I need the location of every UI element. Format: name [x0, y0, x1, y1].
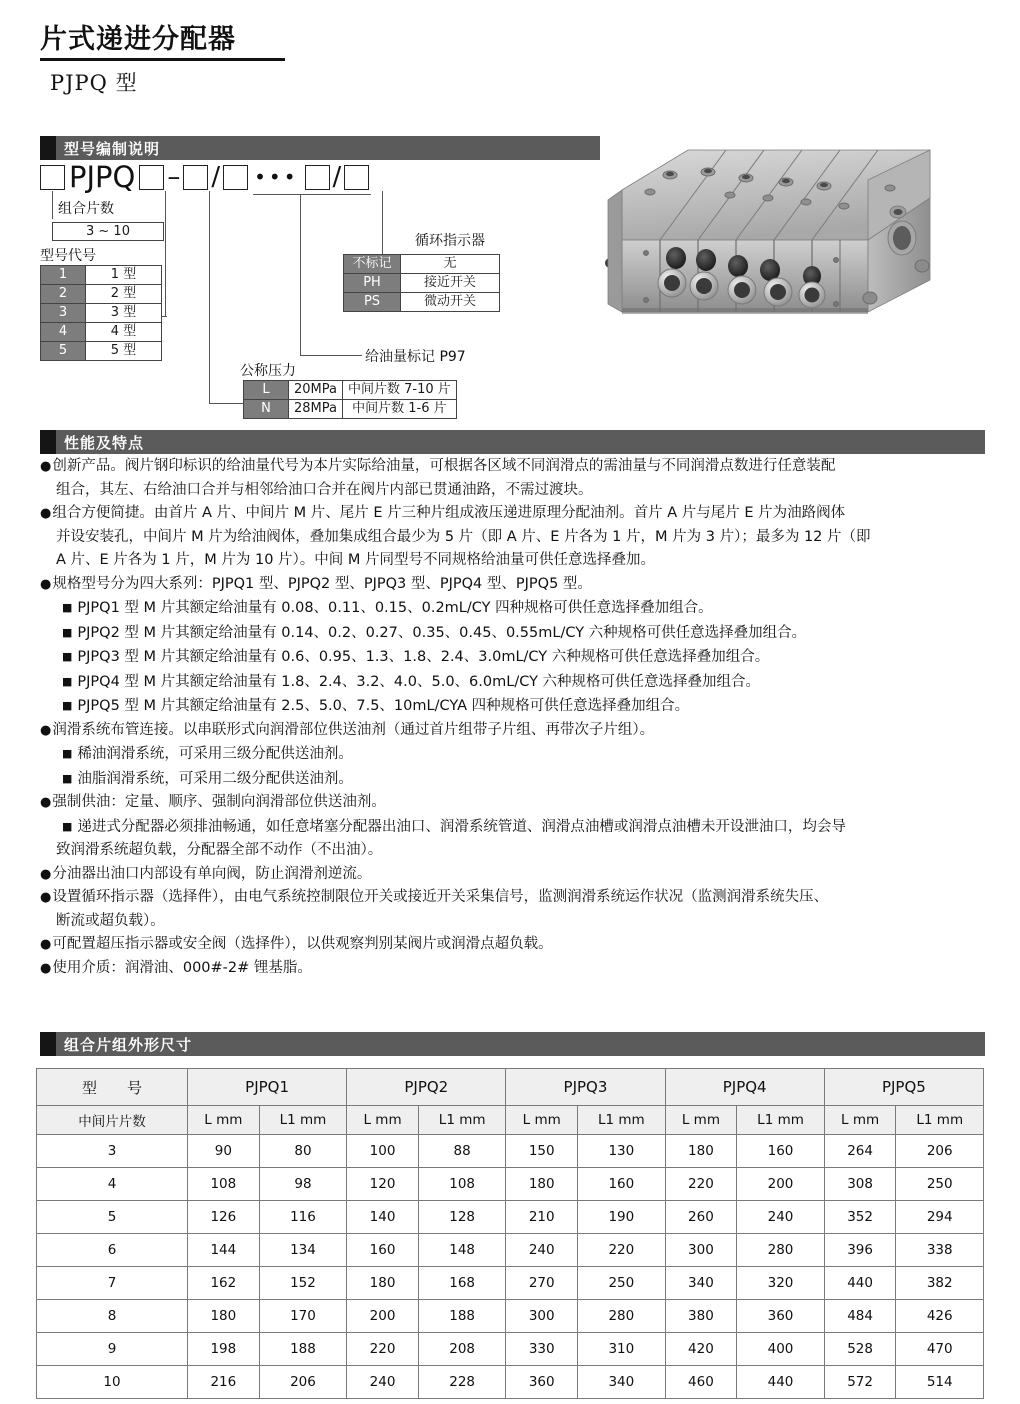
section-header-label: 性能及特点	[64, 433, 145, 452]
leader-oil-h	[300, 355, 362, 356]
header-model-pjpq5: PJPQ5	[824, 1069, 983, 1106]
cell-dimension: 338	[896, 1234, 984, 1267]
cell-dimension: 400	[737, 1333, 824, 1366]
cell-count: 4	[37, 1168, 188, 1201]
feature-text: 设置循环指示器（选择件），由电气系统控制限位开关或接近开关采集信号，监测润滑系统运作状况（监测润滑系统失压、	[52, 889, 829, 905]
cell-dimension: 280	[578, 1300, 665, 1333]
cell-dimension: 200	[737, 1168, 824, 1201]
feature-text: 致润滑系统超负载，分配器全部不动作（不出油）。	[56, 842, 383, 858]
cell-dimension: 294	[896, 1201, 984, 1234]
cycle-value: 微动开关	[401, 293, 500, 312]
code-slash-1: /	[211, 162, 221, 192]
feature-text: PJPQ2 型 M 片其额定给油量有 0.14、0.2、0.27、0.35、0.45、0.55mL/CY 六种规格可供任意选择叠加组合。	[77, 624, 807, 641]
cell-dimension: 340	[665, 1267, 737, 1300]
feature-text: 稀油润滑系统，可采用三级分配供送油剂。	[77, 746, 353, 762]
header-unit-l1: L1 mm	[737, 1106, 824, 1135]
table-model-code	[40, 265, 162, 361]
cell-dimension: 180	[347, 1267, 419, 1300]
table-row	[41, 266, 162, 285]
table-row	[41, 304, 162, 323]
cell-dimension: 120	[347, 1168, 419, 1201]
header-model-pjpq2: PJPQ2	[347, 1069, 506, 1106]
code-dash: –	[167, 162, 181, 192]
cell-count: 3	[37, 1135, 188, 1168]
cell-dimension: 572	[824, 1366, 896, 1399]
cell-dimension: 352	[824, 1201, 896, 1234]
round-bullet-icon: ●	[40, 960, 52, 976]
header-unit-l: L mm	[824, 1106, 896, 1135]
cell-dimension: 240	[737, 1201, 824, 1234]
header-unit-l1: L1 mm	[896, 1106, 984, 1135]
cell-dimension: 320	[737, 1267, 824, 1300]
round-bullet-icon: ●	[40, 937, 52, 952]
feature-subitem	[40, 596, 985, 621]
feature-subitem	[40, 670, 985, 695]
leader-model-code-v	[165, 191, 166, 316]
table-row	[344, 255, 500, 274]
feature-text: 组合方便简捷。由首片 A 片、中间片 M 片、尾片 E 片三种片组成液压递进原理分配油剂。首片 A 片与尾片 E 片为油路阀体	[52, 505, 846, 521]
feature-text: 创新产品。阀片钢印标识的给油量代号为本片实际给油量，可根据各区域不同润滑点的需油量与不同润滑点数进行任意装配	[52, 458, 836, 474]
feature-item	[40, 933, 985, 957]
product-photo	[600, 140, 1000, 430]
cell-count: 10	[37, 1366, 188, 1399]
cell-dimension: 148	[418, 1234, 505, 1267]
feature-subitem	[40, 645, 985, 670]
cell-dimension: 170	[259, 1300, 346, 1333]
feature-text: 可配置超压指示器或安全阀（选择件），以供观察判别某阀片或润滑点超负载。	[52, 936, 553, 952]
label-model-code: 型号代号	[40, 248, 96, 264]
cell-dimension: 98	[259, 1168, 346, 1201]
feature-text: PJPQ1 型 M 片其额定给油量有 0.08、0.11、0.15、0.2mL/CY 四种规格可供任意选择叠加组合。	[77, 600, 713, 616]
cell-dimension: 220	[578, 1234, 665, 1267]
table-cycle-indicator	[343, 254, 500, 312]
table-row	[37, 1300, 984, 1333]
dimensions-table	[36, 1068, 984, 1399]
model-code-row	[40, 160, 369, 194]
model-code-key: 2	[41, 285, 86, 304]
table-nominal-pressure	[243, 380, 457, 419]
feature-item	[40, 573, 985, 597]
square-bullet-icon: ■	[62, 674, 73, 688]
feature-subitem	[40, 694, 985, 719]
feature-text: PJPQ4 型 M 片其额定给油量有 1.8、2.4、3.2、4.0、5.0、6.0mL/CY 六种规格可供任意选择叠加组合。	[77, 673, 761, 690]
dimensions-table-head	[37, 1069, 984, 1135]
square-bullet-icon: ■	[62, 625, 73, 639]
feature-text: 规格型号分为四大系列：PJPQ1 型、PJPQ2 型、PJPQ3 型、PJPQ4 型、PJPQ5 型。	[52, 575, 592, 592]
feature-text: 并设安装孔，中间片 M 片为给油阀体，叠加集成组合最少为 5 片（即 A 片、E 片各为 1 片，M 片为 3 片）；最多为 12 片（即	[56, 528, 871, 545]
cell-dimension: 144	[188, 1234, 260, 1267]
code-box-model-code	[139, 165, 164, 190]
cell-dimension: 180	[506, 1168, 578, 1201]
cell-dimension: 180	[665, 1135, 737, 1168]
round-bullet-icon: ●	[40, 459, 52, 474]
pressure-key: N	[244, 400, 289, 419]
feature-text: A 片、E 片各为 1 片，M 片为 10 片）。中间 M 片同型号不同规格给油量可供任意选择叠加。	[56, 552, 656, 568]
header-unit-l: L mm	[188, 1106, 260, 1135]
table-row	[344, 293, 500, 312]
cell-dimension: 128	[418, 1201, 505, 1234]
cell-dimension: 220	[347, 1333, 419, 1366]
square-bullet-icon: ■	[62, 819, 73, 833]
cell-dimension: 300	[665, 1234, 737, 1267]
header-unit-l: L mm	[506, 1106, 578, 1135]
table-row	[244, 400, 457, 419]
model-code-key: 1	[41, 266, 86, 285]
cell-count: 9	[37, 1333, 188, 1366]
feature-subitem	[40, 742, 985, 767]
cell-dimension: 162	[188, 1267, 260, 1300]
section-header-features	[40, 430, 985, 454]
table-row	[37, 1135, 984, 1168]
feature-text: PJPQ3 型 M 片其额定给油量有 0.6、0.95、1.3、1.8、2.4、3.0mL/CY 六种规格可供任意选择叠加组合。	[77, 649, 770, 665]
cell-dimension: 440	[824, 1267, 896, 1300]
table-nominal-pressure-body	[244, 381, 457, 419]
model-code-val: 3 型	[86, 304, 162, 323]
leader-oil-v	[300, 194, 301, 355]
feature-subitem	[40, 621, 985, 646]
round-bullet-icon: ●	[40, 795, 52, 810]
round-bullet-icon: ●	[40, 866, 52, 882]
pressure-key: L	[244, 381, 289, 400]
cell-dimension: 514	[896, 1366, 984, 1399]
cell-dimension: 420	[665, 1333, 737, 1366]
model-code-diagram	[40, 160, 600, 430]
model-code-val: 1 型	[86, 266, 162, 285]
feature-item	[40, 549, 985, 573]
round-bullet-icon: ●	[40, 890, 52, 905]
section-accent-block	[40, 1032, 56, 1056]
cell-count: 7	[37, 1267, 188, 1300]
cell-count: 8	[37, 1300, 188, 1333]
cell-dimension: 220	[665, 1168, 737, 1201]
feature-item	[40, 863, 985, 887]
cell-dimension: 228	[418, 1366, 505, 1399]
cell-dimension: 180	[188, 1300, 260, 1333]
leader-combo-count-v	[52, 191, 53, 219]
label-nominal-pressure: 公称压力	[240, 363, 296, 379]
cell-dimension: 188	[418, 1300, 505, 1333]
cell-dimension: 108	[188, 1168, 260, 1201]
section-header-model-code	[40, 136, 600, 160]
cell-dimension: 340	[578, 1366, 665, 1399]
cell-dimension: 100	[347, 1135, 419, 1168]
feature-text: 分油器出油口内部设有单向阀，防止润滑剂逆流。	[52, 865, 372, 882]
table-row	[37, 1201, 984, 1234]
cell-dimension: 300	[506, 1300, 578, 1333]
code-box-oil-last	[305, 165, 330, 190]
model-code-val: 2 型	[86, 285, 162, 304]
pressure-note: 中间片数 7-10 片	[342, 381, 456, 400]
table-row	[37, 1333, 984, 1366]
section-header-label: 组合片组外形尺寸	[64, 1035, 193, 1054]
feature-subitem	[40, 839, 985, 863]
feature-item	[40, 502, 985, 526]
cell-dimension: 250	[896, 1168, 984, 1201]
table-row	[41, 342, 162, 361]
code-slash-2: /	[332, 162, 342, 192]
section-accent-block	[40, 136, 56, 160]
round-bullet-icon: ●	[40, 576, 52, 592]
leader-model-code-h	[162, 316, 167, 317]
table-header-row-models	[37, 1069, 984, 1106]
cell-dimension: 200	[347, 1300, 419, 1333]
table-row	[244, 381, 457, 400]
square-bullet-icon: ■	[62, 601, 73, 614]
cell-dimension: 150	[506, 1135, 578, 1168]
cell-dimension: 190	[578, 1201, 665, 1234]
pressure-note: 中间片数 1-6 片	[342, 400, 456, 419]
square-bullet-icon: ■	[62, 650, 73, 663]
cell-dimension: 270	[506, 1267, 578, 1300]
table-model-code-body	[41, 266, 162, 361]
header-model-pjpq3: PJPQ3	[506, 1069, 665, 1106]
cell-dimension: 470	[896, 1333, 984, 1366]
dimensions-table-body	[37, 1135, 984, 1399]
cell-dimension: 88	[418, 1135, 505, 1168]
cell-dimension: 528	[824, 1333, 896, 1366]
round-bullet-icon: ●	[40, 506, 52, 521]
cell-count: 6	[37, 1234, 188, 1267]
label-combo-count: 组合片数	[58, 201, 114, 217]
code-brand-text: PJPQ	[69, 159, 136, 194]
pressure-value: 28MPa	[289, 400, 343, 419]
features-list	[40, 455, 985, 980]
feature-text: 使用介质：润滑油、000#-2# 锂基脂。	[52, 959, 312, 976]
leader-oil-bracket	[253, 194, 371, 195]
model-code-key: 4	[41, 323, 86, 342]
feature-item	[40, 886, 985, 910]
cell-dimension: 360	[506, 1366, 578, 1399]
square-bullet-icon: ■	[62, 771, 73, 785]
feature-subitem	[40, 767, 985, 792]
cycle-key: PH	[344, 274, 401, 293]
cycle-key: 不标记	[344, 255, 401, 274]
model-code-val: 5 型	[86, 342, 162, 361]
cycle-key: PS	[344, 293, 401, 312]
cell-dimension: 126	[188, 1201, 260, 1234]
code-ellipsis: •••	[254, 165, 299, 189]
feature-text: 递进式分配器必须排油畅通，如任意堵塞分配器出油口、润滑系统管道、润滑点油槽或润滑点油槽未开设泄油口，均会导	[77, 818, 846, 835]
cell-dimension: 134	[259, 1234, 346, 1267]
leader-pressure-v	[209, 191, 210, 403]
page-title-block	[40, 26, 460, 97]
cell-dimension: 160	[737, 1135, 824, 1168]
cell-dimension: 380	[665, 1300, 737, 1333]
cell-dimension: 210	[506, 1201, 578, 1234]
model-code-val: 4 型	[86, 323, 162, 342]
cell-dimension: 330	[506, 1333, 578, 1366]
table-row	[41, 323, 162, 342]
cell-dimension: 152	[259, 1267, 346, 1300]
table-row	[37, 1234, 984, 1267]
page-subtitle: PJPQ 型	[50, 71, 138, 96]
cell-dimension: 188	[259, 1333, 346, 1366]
cell-dimension: 90	[188, 1135, 260, 1168]
header-unit-l1: L1 mm	[418, 1106, 505, 1135]
section-header-label: 型号编制说明	[64, 139, 161, 158]
feature-text: 润滑系统布管连接。以串联形式向润滑部位供送油剂（通过首片组带子片组、再带次子片组）。	[52, 721, 655, 738]
cell-dimension: 208	[418, 1333, 505, 1366]
code-box-combo-count	[40, 165, 65, 190]
pressure-value: 20MPa	[289, 381, 343, 400]
table-cycle-indicator-body	[344, 255, 500, 312]
code-box-cycle-indicator	[344, 165, 369, 190]
cell-dimension: 484	[824, 1300, 896, 1333]
cell-dimension: 382	[896, 1267, 984, 1300]
table-row	[37, 1168, 984, 1201]
feature-text: PJPQ5 型 M 片其额定给油量有 2.5、5.0、7.5、10mL/CYA 四种规格可供任意选择叠加组合。	[77, 698, 690, 714]
label-cycle-indicator: 循环指示器	[415, 233, 485, 249]
cell-dimension: 160	[347, 1234, 419, 1267]
cell-dimension: 310	[578, 1333, 665, 1366]
cell-dimension: 396	[824, 1234, 896, 1267]
feature-item	[40, 791, 985, 815]
round-bullet-icon: ●	[40, 722, 52, 738]
cell-dimension: 460	[665, 1366, 737, 1399]
feature-item	[40, 719, 985, 743]
header-unit-l: L mm	[347, 1106, 419, 1135]
cell-count: 5	[37, 1201, 188, 1234]
cell-dimension: 130	[578, 1135, 665, 1168]
cycle-value: 无	[401, 255, 500, 274]
feature-text: 强制供油：定量、顺序、强制向润滑部位供送油剂。	[52, 794, 386, 810]
header-model-pjpq4: PJPQ4	[665, 1069, 824, 1106]
cell-dimension: 426	[896, 1300, 984, 1333]
cell-dimension: 116	[259, 1201, 346, 1234]
cell-dimension: 440	[737, 1366, 824, 1399]
header-unit-l: L mm	[665, 1106, 737, 1135]
code-box-oil-first	[223, 165, 248, 190]
feature-item	[40, 455, 985, 479]
label-oil-mark: 给油量标记 P97	[365, 349, 466, 365]
cell-dimension: 260	[665, 1201, 737, 1234]
table-row	[41, 285, 162, 304]
table-row	[37, 1366, 984, 1399]
table-row	[344, 274, 500, 293]
cell-dimension: 140	[347, 1201, 419, 1234]
feature-text: 油脂润滑系统，可采用二级分配供送油剂。	[77, 770, 353, 787]
cell-dimension: 216	[188, 1366, 260, 1399]
cell-dimension: 360	[737, 1300, 824, 1333]
feature-text: 组合，其左、右给油口合并与相邻给油口合并在阀片内部已贯通油路，不需过渡块。	[56, 481, 593, 498]
square-bullet-icon: ■	[62, 747, 73, 760]
cell-dimension: 250	[578, 1267, 665, 1300]
section-accent-block	[40, 430, 56, 454]
feature-subitem	[40, 815, 985, 840]
table-header-row-units	[37, 1106, 984, 1135]
feature-item	[40, 479, 985, 503]
cell-dimension: 280	[737, 1234, 824, 1267]
feature-text: 断流或超负载）。	[56, 912, 165, 929]
box-combo-range: 3 ~ 10	[52, 222, 164, 241]
header-unit-l1: L1 mm	[259, 1106, 346, 1135]
header-model-label: 型 号	[37, 1069, 188, 1106]
cell-dimension: 160	[578, 1168, 665, 1201]
feature-item	[40, 910, 985, 934]
cycle-value: 接近开关	[401, 274, 500, 293]
product-photo-svg	[600, 140, 1000, 430]
table-row	[37, 1267, 984, 1300]
feature-item	[40, 957, 985, 981]
cell-dimension: 80	[259, 1135, 346, 1168]
section-header-dimensions	[40, 1032, 985, 1056]
model-code-key: 3	[41, 304, 86, 323]
cell-dimension: 198	[188, 1333, 260, 1366]
cell-dimension: 308	[824, 1168, 896, 1201]
code-box-pressure	[183, 165, 208, 190]
cell-dimension: 240	[347, 1366, 419, 1399]
cell-dimension: 168	[418, 1267, 505, 1300]
cell-dimension: 264	[824, 1135, 896, 1168]
header-model-pjpq1: PJPQ1	[188, 1069, 347, 1106]
page-title: 片式递进分配器	[40, 24, 236, 55]
leader-pressure-h	[209, 403, 243, 404]
square-bullet-icon: ■	[62, 699, 73, 712]
cell-dimension: 206	[896, 1135, 984, 1168]
cell-dimension: 108	[418, 1168, 505, 1201]
cell-dimension: 240	[506, 1234, 578, 1267]
header-count-label: 中间片片数	[37, 1106, 188, 1135]
title-underline	[40, 58, 285, 61]
header-unit-l1: L1 mm	[578, 1106, 665, 1135]
cell-dimension: 206	[259, 1366, 346, 1399]
leader-cycle-v	[382, 191, 383, 255]
model-code-key: 5	[41, 342, 86, 361]
feature-item	[40, 526, 985, 550]
